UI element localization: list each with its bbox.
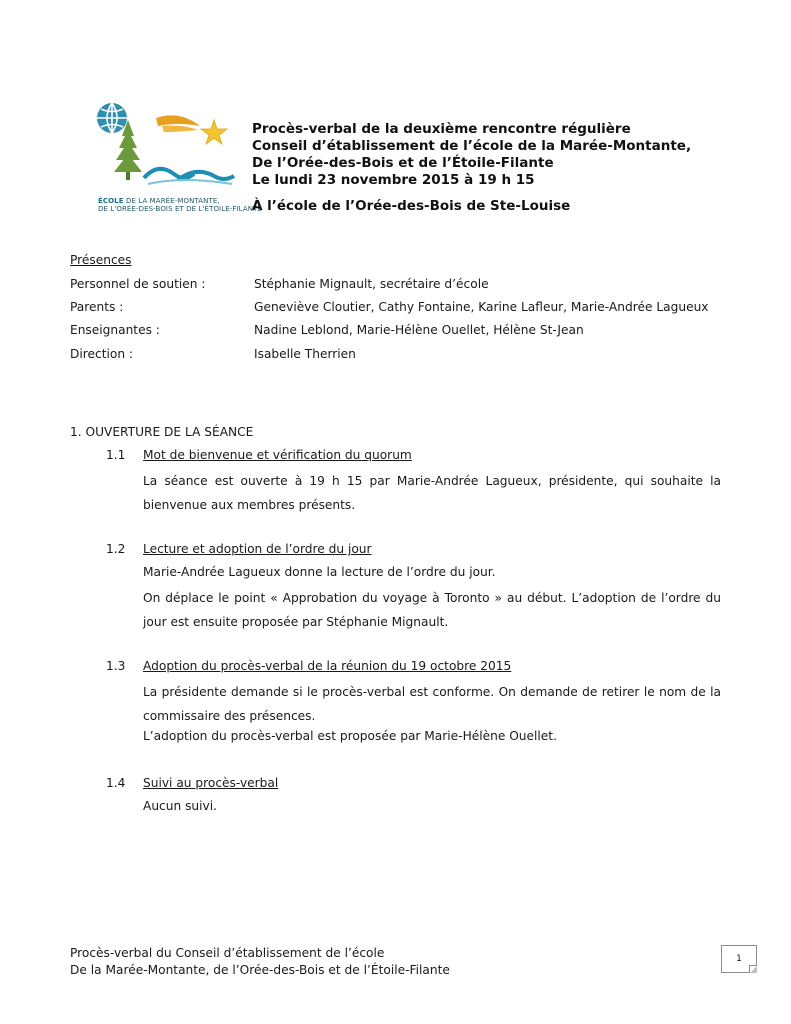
item-title: Mot de bienvenue et vérification du quorum	[143, 448, 412, 462]
star-icon	[201, 120, 227, 144]
item-paragraph: La présidente demande si le procès-verbal est conforme. On demande de retirer le nom de la commissaire des présences.	[143, 685, 721, 723]
title-line-2: Conseil d’établissement de l’école de la Marée-Montante,	[252, 138, 692, 154]
presence-names: Isabelle Therrien	[254, 347, 356, 361]
footer-line-2: De la Marée-Montante, de l’Orée-des-Bois et de l’Étoile-Filante	[70, 963, 450, 977]
logo-text-line2: DE L'ORÉE-DES-BOIS ET DE L'ÉTOILE-FILANTE	[98, 205, 262, 213]
presence-role: Direction :	[70, 347, 134, 361]
item-paragraph: La séance est ouverte à 19 h 15 par Marie-Andrée Lagueux, présidente, qui souhaite la bienvenue aux membres présents.	[143, 474, 721, 512]
presence-role: Personnel de soutien :	[70, 277, 206, 291]
title-line-1: Procès-verbal de la deuxième rencontre régulière	[252, 121, 631, 137]
presences-heading: Présences	[70, 253, 132, 267]
item-number: 1.4	[106, 776, 126, 790]
logo-text-line1: ÉCOLE DE LA MARÉE-MONTANTE,	[98, 197, 220, 205]
presence-names: Geneviève Cloutier, Cathy Fontaine, Karine Lafleur, Marie-Andrée Lagueux	[254, 300, 709, 314]
footer-line-1: Procès-verbal du Conseil d’établissement de l’école	[70, 946, 385, 960]
title-line-4: Le lundi 23 novembre 2015 à 19 h 15	[252, 172, 535, 188]
section-title: 1. OUVERTURE DE LA SÉANCE	[70, 425, 254, 439]
presence-names: Stéphanie Mignault, secrétaire d’école	[254, 277, 489, 291]
globe-icon	[97, 103, 127, 133]
item-number: 1.1	[106, 448, 126, 462]
page-number: 1	[736, 954, 742, 964]
presence-role: Parents :	[70, 300, 124, 314]
title-location: À l’école de l’Orée-des-Bois de Ste-Louise	[252, 198, 571, 214]
title-line-3: De l’Orée-des-Bois et de l’Étoile-Filante	[252, 155, 554, 171]
item-title: Suivi au procès-verbal	[143, 776, 279, 790]
item-title: Adoption du procès-verbal de la réunion du 19 octobre 2015	[143, 659, 512, 673]
page-number-box	[721, 945, 757, 973]
item-paragraph: L’adoption du procès-verbal est proposée par Marie-Hélène Ouellet.	[143, 729, 557, 743]
presence-names: Nadine Leblond, Marie-Hélène Ouellet, Hélène St-Jean	[254, 323, 584, 337]
school-logo	[92, 96, 262, 216]
comet-icon	[156, 115, 200, 132]
presence-role: Enseignantes :	[70, 323, 160, 337]
item-paragraph: Marie-Andrée Lagueux donne la lecture de l’ordre du jour.	[143, 565, 496, 579]
item-number: 1.2	[106, 542, 126, 556]
item-title: Lecture et adoption de l’ordre du jour	[143, 542, 372, 556]
item-paragraph: Aucun suivi.	[143, 799, 218, 813]
wave-icon	[144, 169, 234, 184]
logo-graphic-icon	[92, 96, 242, 196]
item-paragraph: On déplace le point « Approbation du voyage à Toronto » au début. L’adoption de l’ordre du jour est ensuite proposée par Stéphanie Mignault.	[143, 591, 721, 629]
item-number: 1.3	[106, 659, 126, 673]
